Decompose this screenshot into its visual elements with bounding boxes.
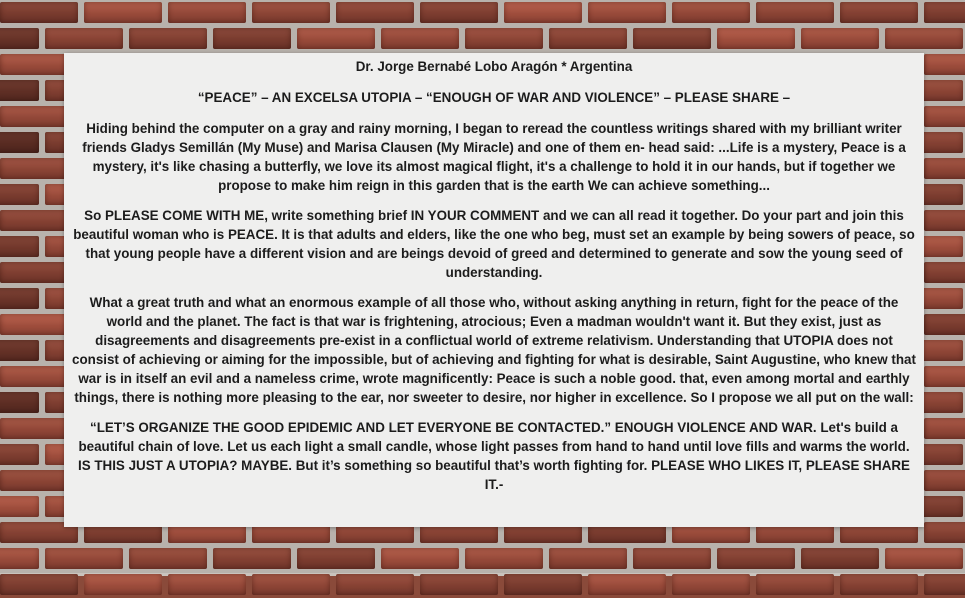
brick xyxy=(213,548,291,569)
brick xyxy=(420,2,498,23)
author-line: Dr. Jorge Bernabé Lobo Aragón * Argentina xyxy=(355,59,633,74)
brick-row xyxy=(0,0,965,26)
paragraph-2: So PLEASE COME WITH ME, write something brief IN YOUR COMMENT and we can all read it together. Do your part and join this beautiful woman who is PEACE. It is that adults and elders, like the one who beg, must set an example by being sowers of peace, so that young people have a different vision and are beings devoid of greed and determined to generate and sow the young seed of understanding. xyxy=(73,208,915,280)
paragraph-1: Hiding behind the computer on a gray and rainy morning, I began to reread the countless writings shared with my brilliant writer friends Gladys Semillán (My Muse) and Marisa Clausen (My Miracle) and one of them en- head said: ...Life is a mystery, Peace is a mystery, it's like chasing a butterfly, we love its almost magical flight, it's a challenge to hold it in our hands, but if together we propose to make him reign in this garden that is the earth We can achieve something... xyxy=(82,121,906,193)
brick xyxy=(633,28,711,49)
brick xyxy=(801,548,879,569)
brick xyxy=(924,366,965,387)
brick xyxy=(924,2,965,23)
brick xyxy=(801,28,879,49)
brick xyxy=(588,2,666,23)
brick xyxy=(420,574,498,595)
brick xyxy=(0,132,39,153)
brick xyxy=(168,2,246,23)
brick xyxy=(924,210,965,231)
brick xyxy=(0,444,39,465)
brick xyxy=(924,54,965,75)
brick xyxy=(504,2,582,23)
brick xyxy=(549,548,627,569)
brick xyxy=(0,236,39,257)
brick xyxy=(924,106,965,127)
brick xyxy=(45,548,123,569)
brick xyxy=(0,574,78,595)
brick xyxy=(84,2,162,23)
paragraph-4: “LET’S ORGANIZE THE GOOD EPIDEMIC AND LET EVERYONE BE CONTACTED.” ENOUGH VIOLENCE AND WAR. Let's build a beautiful chain of love. Let us each light a small candle, whose light passes from hand to hand until love fills and warms the world. IS THIS JUST A UTOPIA? MAYBE. But it’s something so beautiful that’s worth fighting for. PLEASE WHO LIKES IT, PLEASE SHARE IT.- xyxy=(77,420,910,492)
brick xyxy=(336,574,414,595)
article xyxy=(72,57,916,505)
brick xyxy=(840,2,918,23)
paragraph-3: What a great truth and what an enormous example of all those who, without asking anything in return, fight for the peace of the world and the planet. The fact is that war is frightening, atrocious; Even a madman wouldn't want it. But they exist, just as disagreements and disagreements pre-exist in a conflictual world of extreme relativism. Understanding that UTOPIA does not consist of achieving or aiming for the impossible, but of achieving and fighting for what is desirable, Saint Augustine, who knew that war is in itself an evil and a nameless crime, wrote magnificently: Peace is such a noble good. that, even among mortal and earthly things, there is nothing more pleasing to the ear, nor sweeter to desire, nor higher in excellence. So I propose we all put on the wall: xyxy=(72,295,916,405)
brick xyxy=(924,418,965,439)
brick xyxy=(633,548,711,569)
brick xyxy=(924,470,965,491)
brick xyxy=(297,28,375,49)
brick xyxy=(840,574,918,595)
headline: “PEACE” – AN EXCELSA UTOPIA – “ENOUGH OF WAR AND VIOLENCE” – PLEASE SHARE – xyxy=(197,90,791,105)
brick xyxy=(924,158,965,179)
brick xyxy=(381,28,459,49)
brick xyxy=(885,28,963,49)
brick xyxy=(924,522,965,543)
brick xyxy=(336,2,414,23)
brick xyxy=(672,2,750,23)
brick xyxy=(252,574,330,595)
brick-row xyxy=(0,546,965,572)
brick xyxy=(0,184,39,205)
brick-row xyxy=(0,26,965,52)
brick xyxy=(0,340,39,361)
brick xyxy=(465,548,543,569)
brick xyxy=(0,392,39,413)
brick xyxy=(0,496,39,517)
brick xyxy=(252,2,330,23)
brick xyxy=(0,288,39,309)
brick xyxy=(756,574,834,595)
brick xyxy=(465,28,543,49)
brick xyxy=(717,28,795,49)
brick xyxy=(504,574,582,595)
brick xyxy=(549,28,627,49)
brick xyxy=(0,2,78,23)
brick xyxy=(84,574,162,595)
brick xyxy=(672,574,750,595)
brick xyxy=(168,574,246,595)
brick xyxy=(0,80,39,101)
brick xyxy=(924,314,965,335)
brick xyxy=(45,28,123,49)
brick xyxy=(885,548,963,569)
brick xyxy=(213,28,291,49)
brick xyxy=(756,2,834,23)
brick xyxy=(297,548,375,569)
brick xyxy=(129,548,207,569)
brick xyxy=(924,262,965,283)
brick xyxy=(717,548,795,569)
brick xyxy=(588,574,666,595)
brick xyxy=(924,574,965,595)
brick xyxy=(0,28,39,49)
brick xyxy=(0,548,39,569)
brick xyxy=(129,28,207,49)
brick xyxy=(381,548,459,569)
